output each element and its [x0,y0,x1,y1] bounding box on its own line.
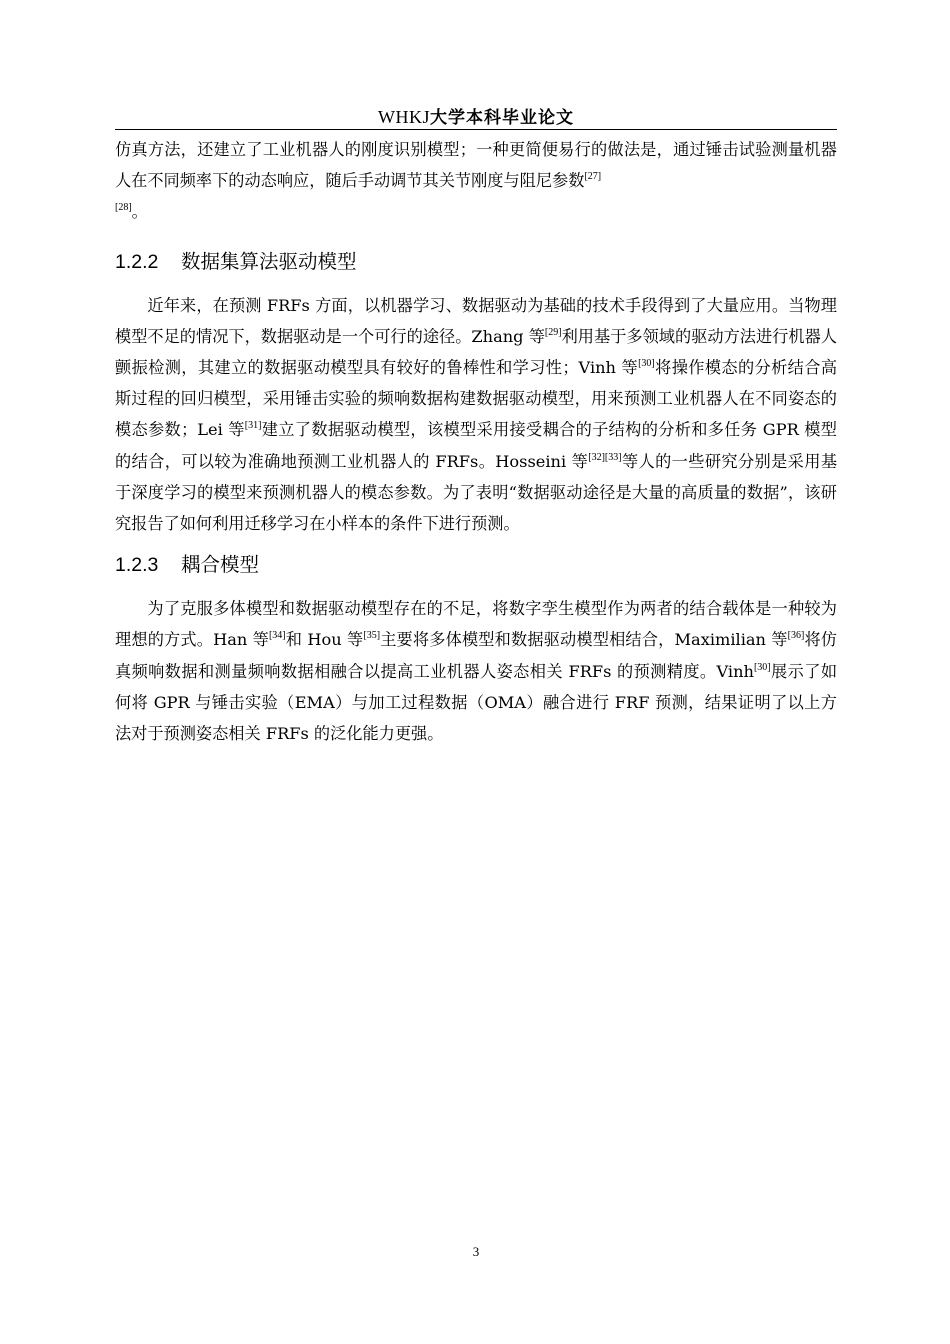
citation: [29] [544,326,562,338]
section-number: 1.2.2 [115,250,159,273]
paragraph-continued: 仿真方法，还建立了工业机器人的刚度识别模型；一种更简便易行的做法是，通过锤击试验测量机器人在不同频率下的动态响应，随后手动调节其关节刚度与阻尼参数[27] [28]。 [115,140,837,222]
section-heading-1-2-2 [115,248,837,276]
page-header [115,106,837,129]
header-rule [115,129,837,130]
header-title: 大学本科毕业论文 [430,108,574,128]
page-body [115,134,837,749]
citation: [27] [584,171,602,183]
citation: [32][33] [588,451,622,463]
citation: [30] [753,661,771,673]
citation: [34] [268,630,286,642]
citation: [31] [244,420,262,432]
citation: [35] [363,630,381,642]
section-heading-1-2-3 [115,551,837,579]
paragraph-data-driven: 近年来，在预测 FRFs 方面，以机器学习、数据驱动为基础的技术手段得到了大量应用。当物理模型不足的情况下，数据驱动是一个可行的途径。Zhang 等[29]利用基于多领域的驱动方法进行机器人颤振检测，其建立的数据驱动模型具有较好的鲁棒性和学习性；Vinh 等[30]将操作模态的分析结合高斯过程的回归模型，采用锤击实验的频响数据构建数据驱动模型，用来预测工业机器人在不同姿态的模态参数；Lei 等[31]建立了数据驱动模型，该模型采用接受耦合的子结构的分析和多任务 GPR 模型的结合，可以较为准确地预测工业机器人的 FRFs。Hosseini 等[32][33]等人的一些研究分别是采用基于深度学习的模型来预测机器人的模态参数。为了表明“数据驱动途径是大量的高质量的数据”，该研究报告了如何利用迁移学习在小样本的条件下进行预测。 [115,295,838,534]
section-title: 数据集算法驱动模型 [181,249,357,273]
page-number: 3 [472,1244,480,1259]
header-latin: WHKJ [378,107,430,127]
citation: [30] [638,358,655,370]
citation: [28] [115,202,132,214]
section-title: 耦合模型 [181,553,260,577]
citation: [36] [787,630,805,642]
paragraph-coupled-model: 为了克服多体模型和数据驱动模型存在的不足，将数字孪生模型作为两者的结合载体是一种较为理想的方式。Han 等[34]和 Hou 等[35]主要将多体模型和数据驱动模型相结合，Maximilian 等[36]将仿真频响数据和测量频响数据相融合以提高工业机器人姿态相关 FRFs 的预测精度。Vinh[30]展示了如何将 GPR 与锤击实验（EMA）与加工过程数据（OMA）融合进行 FRF 预测，结果证明了以上方法对于预测姿态相关 FRFs 的泛化能力更强。 [115,599,838,744]
section-number: 1.2.3 [115,554,159,577]
